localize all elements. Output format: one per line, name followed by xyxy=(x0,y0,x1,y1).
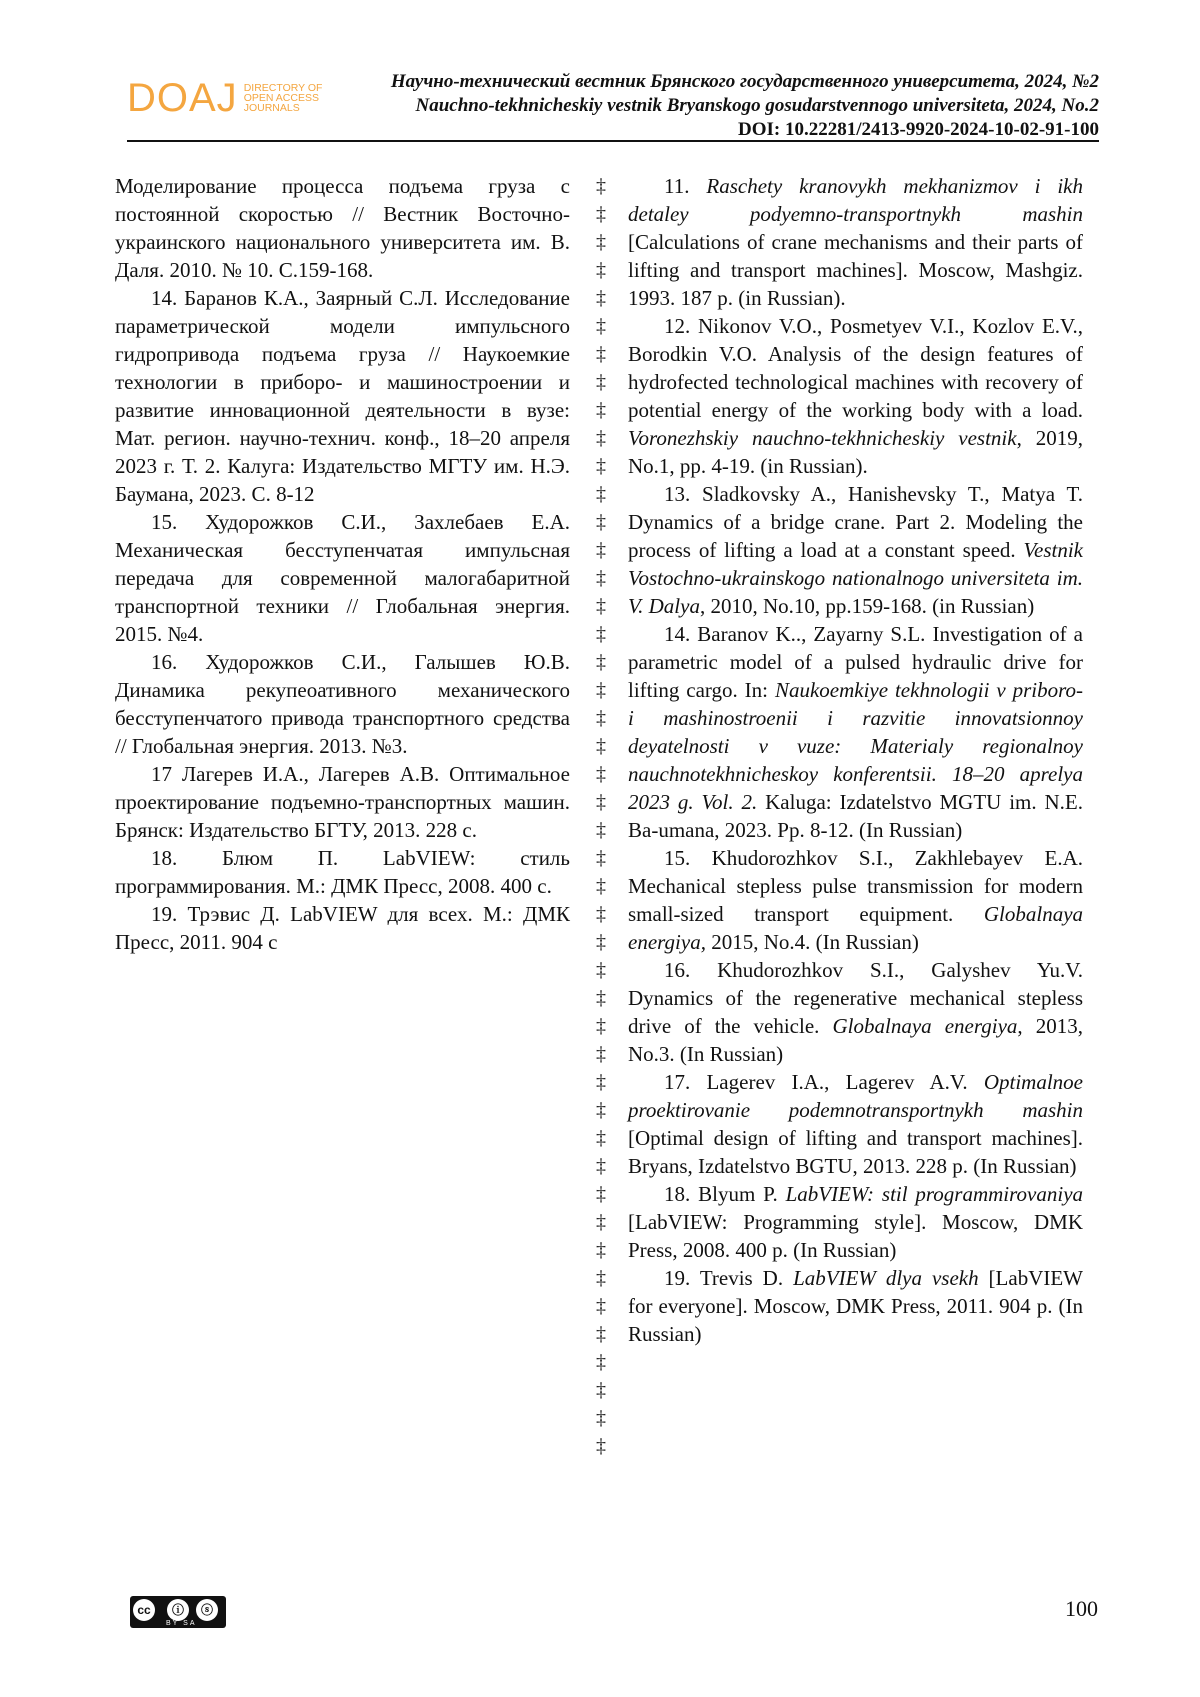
header-rule xyxy=(127,140,1099,142)
divider-glyph: ‡ xyxy=(596,763,606,785)
left-column xyxy=(115,172,570,956)
ref-en-16-journal: Globalnaya energiya xyxy=(832,1014,1018,1038)
ref-en-11-rest: [Calculations of crane mechanisms and their parts of lifting and transport machines]. Moscow, Mashgiz. 1993. 187 p. (in Russian). xyxy=(628,230,1083,310)
divider-glyph: ‡ xyxy=(596,1239,606,1261)
divider-glyph: ‡ xyxy=(596,1043,606,1065)
ref-en-19-text: 19. Trevis D. xyxy=(664,1266,784,1290)
ref-en-19 xyxy=(628,1264,1083,1348)
divider-glyph: ‡ xyxy=(596,539,606,561)
divider-glyph: ‡ xyxy=(596,483,606,505)
journal-title-ru: Научно-технический вестник Брянского государственного университета, 2024, №2 xyxy=(390,71,1099,92)
ref-en-17-title: Optimalnoe proektirovanie podemnotransportnykh mashin xyxy=(628,1070,1083,1122)
divider-glyph: ‡ xyxy=(596,427,606,449)
divider-glyph: ‡ xyxy=(596,567,606,589)
ref-en-19-title: LabVIEW dlya vsekh xyxy=(793,1266,979,1290)
divider-glyph: ‡ xyxy=(596,1183,606,1205)
divider-glyph: ‡ xyxy=(596,1323,606,1345)
doi-link[interactable]: DOI: 10.22281/2413-9920-2024-10-02-91-100 xyxy=(738,119,1099,140)
cc-license-badge[interactable] xyxy=(130,1596,226,1628)
ref-en-13 xyxy=(628,480,1083,620)
divider-glyph: ‡ xyxy=(596,1435,606,1457)
by-icon: ⓘ xyxy=(167,1599,189,1621)
ref-en-13-text: 13. Sladkovsky A., Hanishevsky T., Matya T. Dynamics of a bridge crane. Part 2. Modeling the process of lifting a load at a constant speed. xyxy=(628,482,1083,562)
ref-en-15-text: 15. Khudorozhkov S.I., Zakhlebayev E.A. Mechanical stepless pulse transmission for modern small-sized transport equipment. xyxy=(628,846,1083,926)
divider-glyph: ‡ xyxy=(596,1211,606,1233)
divider-glyph: ‡ xyxy=(596,959,606,981)
ref-ru-18: 18. Блюм П. LabVIEW: стиль программирования. М.: ДМК Пресс, 2008. 400 с. xyxy=(115,846,570,898)
cc-labels: BY SA xyxy=(166,1620,197,1627)
divider-glyph: ‡ xyxy=(596,875,606,897)
divider-glyph: ‡ xyxy=(596,399,606,421)
ref-ru-16: 16. Худорожков С.И., Галышев Ю.В. Динамика рекупеоативного механического бесступенчатого привода транспортного средства // Глобальная энергия. 2013. №3. xyxy=(115,650,570,758)
ref-en-18-text: 18. Blyum P. xyxy=(664,1182,778,1206)
ref-ru-14: 14. Баранов К.А., Заярный С.Л. Исследование параметрической модели импульсного гидропривода подъема груза // Наукоемкие технологии в приборо- и машиностроении и развитие инновационной деятельности в вузе: Мат. регион. научно-технич. конф., 18–20 апреля 2023 г. Т. 2. Калуга: Издательство МГТУ им. Н.Э. Баумана, 2023. С. 8-12 xyxy=(115,286,570,506)
ref-ru-19: 19. Трэвис Д. LabVIEW для всех. М.: ДМК Пресс, 2011. 904 с xyxy=(115,902,570,954)
doaj-logo-subtitle xyxy=(244,83,323,113)
ref-en-11 xyxy=(628,172,1083,312)
ref-en-19-rest: [LabVIEW for everyone]. Moscow, DMK Press, 2011. 904 p. (In Russian) xyxy=(628,1266,1083,1346)
divider-glyph: ‡ xyxy=(596,287,606,309)
divider-glyph: ‡ xyxy=(596,651,606,673)
sa-icon: ⓢ xyxy=(196,1599,218,1621)
ref-en-11-title: Raschety kranovykh mekhanizmov i ikh detaley podyemno-transportnykh mashin xyxy=(628,174,1084,226)
divider-glyph: ‡ xyxy=(596,707,606,729)
divider-glyph: ‡ xyxy=(596,987,606,1009)
divider-glyph: ‡ xyxy=(596,203,606,225)
divider-glyph: ‡ xyxy=(596,511,606,533)
doaj-sub-line-2: OPEN ACCESS xyxy=(243,92,319,104)
page-number: 100 xyxy=(1065,1596,1098,1621)
journal-info xyxy=(391,70,1099,142)
divider-glyph: ‡ xyxy=(596,259,606,281)
divider-glyph: ‡ xyxy=(596,1351,606,1373)
ref-ru-13-cont: Моделирование процесса подъема груза с постоянной скоростью // Вестник Восточно-украинского национального университета им. В. Даля. 2010. № 10. С.159-168. xyxy=(115,174,570,282)
ref-en-17-rest: [Optimal design of lifting and transport machines]. Bryans, Izdatelstvo BGTU, 2013. 228 p. (In Russian) xyxy=(628,1126,1083,1178)
right-column xyxy=(628,172,1083,1348)
doaj-logo-word: DOAJ xyxy=(127,76,238,120)
ref-ru-17: 17 Лагерев И.А., Лагерев А.В. Оптимальное проектирование подъемно-транспортных машин. Брянск: Издательство БГТУ, 2013. 228 с. xyxy=(115,762,570,842)
divider-glyph: ‡ xyxy=(596,931,606,953)
ref-en-16-text: 16. Khudorozhkov S.I., Galyshev Yu.V. Dynamics of the regenerative mechanical stepless drive of the vehicle. xyxy=(628,958,1083,1038)
column-divider xyxy=(590,172,612,1460)
ref-en-16 xyxy=(628,956,1083,1068)
ref-en-14 xyxy=(628,620,1083,844)
divider-glyph: ‡ xyxy=(596,847,606,869)
divider-glyph: ‡ xyxy=(596,1407,606,1429)
ref-en-13-journal: Vestnik Vostochno-ukrainskogo nationalnogo universiteta im. V. Dalya xyxy=(628,538,1083,618)
ref-en-15 xyxy=(628,844,1083,956)
divider-glyph: ‡ xyxy=(596,371,606,393)
ref-en-12-journal: Voronezhskiy nauchno-tekhnicheskiy vestnik xyxy=(628,426,1017,450)
divider-glyph: ‡ xyxy=(596,623,606,645)
divider-glyph: ‡ xyxy=(596,1267,606,1289)
doaj-logo xyxy=(127,78,322,118)
divider-glyph: ‡ xyxy=(596,343,606,365)
divider-glyph: ‡ xyxy=(596,735,606,757)
journal-title-en: Nauchno-tekhnicheskiy vestnik Bryanskogo gosudarstvennogo universiteta, 2024, No.2 xyxy=(415,95,1099,116)
divider-glyph: ‡ xyxy=(596,175,606,197)
divider-glyph: ‡ xyxy=(596,1127,606,1149)
divider-glyph: ‡ xyxy=(596,819,606,841)
ref-en-12 xyxy=(628,312,1083,480)
divider-glyph: ‡ xyxy=(596,903,606,925)
divider-glyph: ‡ xyxy=(596,679,606,701)
divider-glyph: ‡ xyxy=(596,595,606,617)
ref-en-15-rest: 2015, No.4. (In Russian) xyxy=(711,930,919,954)
ref-en-12-text: 12. Nikonov V.O., Posmetyev V.I., Kozlov E.V., Borodkin V.O. Analysis of the design features of hydrofected technological machines with recovery of potential energy of the working body with a load. xyxy=(628,314,1083,422)
page-header xyxy=(127,66,1099,142)
ref-ru-15: 15. Худорожков С.И., Захлебаев Е.А. Механическая бесступенчатая импульсная передача для современной малогабаритной транспортной техники // Глобальная энергия. 2015. №4. xyxy=(115,510,570,646)
ref-en-12-rest: , 2019, No.1, pp. 4-19. (in Russian). xyxy=(628,426,1083,478)
ref-en-13-rest: , 2010, No.10, pp.159-168. (in Russian) xyxy=(699,594,1035,618)
ref-en-14-text: 14. Baranov K.., Zayarny S.L. Investigation of a parametric model of a pulsed hydraulic drive for lifting cargo. In: xyxy=(628,622,1083,702)
doaj-sub-line-3: JOURNALS xyxy=(243,102,300,114)
ref-en-11-num: 11. xyxy=(664,174,690,198)
divider-glyph: ‡ xyxy=(596,791,606,813)
ref-en-17 xyxy=(628,1068,1083,1180)
divider-glyph: ‡ xyxy=(596,1099,606,1121)
ref-en-18-rest: [LabVIEW: Programming style]. Moscow, DMK Press, 2008. 400 p. (In Russian) xyxy=(628,1210,1083,1262)
divider-glyph: ‡ xyxy=(596,1295,606,1317)
divider-glyph: ‡ xyxy=(596,1071,606,1093)
ref-en-15-journal: Globalnaya energiya, xyxy=(628,902,1084,954)
cc-icon: cc xyxy=(133,1599,155,1621)
ref-en-14-rest: Kaluga: Izdatelstvo MGTU im. N.E. Ba-umana, 2023. Pp. 8-12. (In Russian) xyxy=(628,790,1083,842)
ref-en-17-text: 17. Lagerev I.A., Lagerev A.V. xyxy=(664,1070,968,1094)
divider-glyph: ‡ xyxy=(596,315,606,337)
divider-glyph: ‡ xyxy=(596,1015,606,1037)
ref-en-14-source: Naukoemkiye tekhnologii v priboro- i mashinostroenii i razvitie innovatsionnoy deyatelnosti v vuze: Materialy regionalnoy nauchnotekhnicheskoy konferentsii. 18–20 aprelya 2023 g. Vol. 2. xyxy=(628,678,1083,814)
divider-glyph: ‡ xyxy=(596,1155,606,1177)
divider-glyph: ‡ xyxy=(596,1379,606,1401)
ref-en-16-rest: , 2013, No.3. (In Russian) xyxy=(628,1014,1083,1066)
divider-glyph: ‡ xyxy=(596,231,606,253)
ref-en-18-title: LabVIEW: stil programmirovaniya xyxy=(785,1182,1084,1206)
doaj-sub-line-1: DIRECTORY OF xyxy=(243,82,323,94)
ref-en-18 xyxy=(628,1180,1083,1264)
divider-glyph: ‡ xyxy=(596,455,606,477)
